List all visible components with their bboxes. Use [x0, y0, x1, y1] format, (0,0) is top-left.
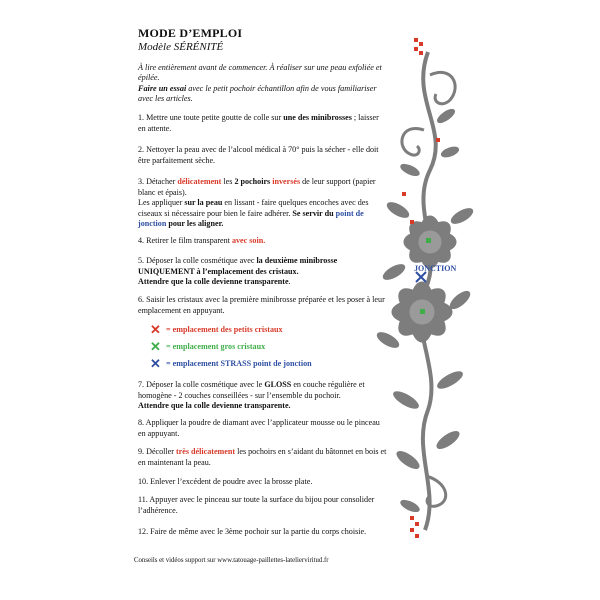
intro-line-1: À lire entièrement avant de commencer. À réaliser sur une peau exfoliée et épilée.	[138, 63, 382, 83]
page-title: MODE D’EMPLOI	[138, 26, 243, 40]
step-10: 10. Enlever l’excédent de poudre avec la brosse plate.	[138, 477, 313, 486]
step-3-f: de leur support (papier blanc et épais).	[138, 177, 376, 197]
legend-small-text: = emplacement des petits cristaux	[166, 325, 283, 334]
legend-row-strass	[150, 356, 312, 372]
step-3-bold-3: Se servir du	[292, 208, 336, 218]
step-3-g: Les appliquer	[138, 198, 185, 208]
legend-large-text: = emplacement gros cristaux	[166, 342, 266, 351]
step-9-a: 9. Décoller	[138, 447, 176, 456]
step-12: 12. Faire de même avec le 3ème pochoir sur la partie du corps choisie.	[138, 527, 367, 536]
step-7-c: en couche régulière et homogène - 2 couches conseillées - sur l’ensemble du pochoir.	[138, 380, 365, 400]
step-11: 11. Appuyer avec le pinceau sur toute la surface du bijou pour consolider l’adhérence.	[138, 495, 375, 515]
step-9-c: les pochoirs en s’aidant du bâtonnet en bois et en maintenant la peau.	[138, 447, 387, 467]
step-4	[138, 236, 388, 247]
legend-row-small	[150, 322, 283, 338]
step-1-end: ; laisser en attente.	[138, 113, 379, 133]
page-subtitle: Modèle SÉRÉNITÉ	[138, 41, 224, 53]
step-5-bold: la deuxième minibrosse UNIQUEMENT à l’emplacement des cristaux.	[138, 256, 338, 276]
step-7-bold: GLOSS	[264, 380, 292, 389]
step-7-a: 7. Déposer la colle cosmétique avec le	[138, 380, 265, 389]
step-6: 6. Saisir les cristaux avec la première minibrosse préparée et les poser à leur emplacement en appuyant.	[138, 295, 385, 315]
step-4-red: avec soin.	[231, 236, 266, 245]
intro-text	[138, 63, 388, 105]
step-7-bold-2: Attendre que la colle devienne transparente.	[138, 401, 291, 411]
step-5-d: .	[288, 277, 291, 287]
legend-row-large	[150, 339, 265, 355]
step-8: 8. Appliquer la poudre de diamant avec l’applicateur mousse ou le pinceau en appuyant.	[138, 418, 380, 438]
intro-bold: Faire un essai	[138, 83, 187, 93]
step-3-a: 3. Détacher	[138, 177, 178, 186]
legend-strass-text: = emplacement STRASS point de jonction	[166, 359, 312, 368]
green-x-icon: ✕	[150, 339, 161, 354]
step-3-bold: 2 pochoirs	[234, 177, 273, 186]
footer-link-text: Conseils et vidéos support sur www.tatouage-paillettes-latelierviritud.fr	[134, 557, 329, 564]
step-4-text: 4. Retirer le film transparent	[138, 236, 232, 245]
blue-x-icon: ✕	[150, 356, 161, 371]
step-2: 2. Nettoyer la peau avec de l’alcool médical à 70° puis la sécher - elle doit être parfaitement sèche.	[138, 145, 379, 165]
step-1-bold: une des minibrosses	[283, 113, 352, 122]
step-5-a: 5. Déposer la colle cosmétique avec	[138, 256, 257, 265]
intro-line-2: avec le petit pochoir échantillon afin de vous familiariser avec les articles.	[138, 83, 377, 104]
red-x-icon: ✕	[150, 322, 161, 337]
step-3-red-2: inversés	[272, 177, 301, 186]
step-5-bold-2: Attendre que la colle devienne transparente	[138, 277, 289, 287]
step-7	[138, 380, 388, 412]
step-3-bold-2: sur la peau	[184, 198, 223, 208]
step-3-red: délicatement	[177, 177, 222, 186]
step-1	[138, 113, 388, 134]
step-3	[138, 177, 388, 230]
step-5	[138, 256, 388, 288]
step-3-i: en lissant - faire quelques encoches avec des ciseaux si nécessaire pour bien le faire adhérer.	[138, 198, 369, 218]
step-3-bold-4: pour les aligner.	[166, 219, 224, 229]
step-3-blue: point de jonction	[138, 208, 364, 229]
jonction-label: JONCTION	[414, 264, 457, 273]
step-9-red: très délicatement	[175, 447, 236, 456]
floral-stencil-art	[370, 20, 480, 580]
step-1-text: 1. Mettre une toute petite goutte de colle sur	[138, 113, 284, 122]
step-3-c: les	[221, 177, 235, 186]
step-9	[138, 447, 388, 468]
